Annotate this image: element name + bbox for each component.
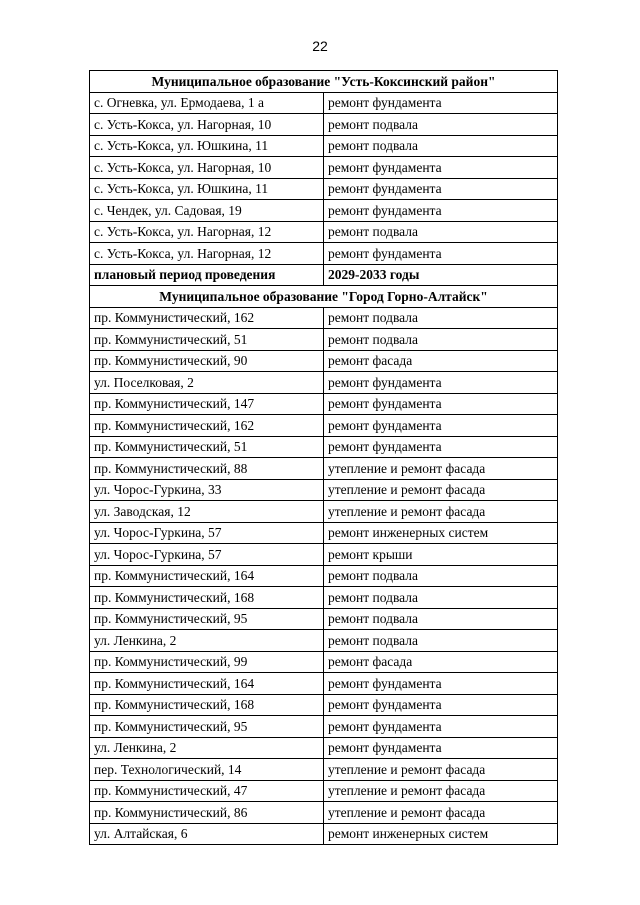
address-cell: пр. Коммунистический, 95 [90,608,324,630]
table-row [90,92,558,114]
table-row [90,415,558,437]
work-type-cell: ремонт фундамента [324,716,558,738]
address-cell: ул. Чорос-Гуркина, 57 [90,522,324,544]
address-cell: пр. Коммунистический, 51 [90,329,324,351]
address-cell: пр. Коммунистический, 164 [90,673,324,695]
table-row [90,221,558,243]
address-cell: пр. Коммунистический, 88 [90,458,324,480]
address-cell: ул. Заводская, 12 [90,501,324,523]
address-cell: ул. Алтайская, 6 [90,823,324,845]
work-type-cell: ремонт фундамента [324,694,558,716]
work-type-cell: утепление и ремонт фасада [324,458,558,480]
address-cell: ул. Чорос-Гуркина, 33 [90,479,324,501]
table-row [90,329,558,351]
table-row [90,135,558,157]
table-row [90,522,558,544]
work-type-cell: ремонт подвала [324,114,558,136]
work-type-cell: ремонт инженерных систем [324,522,558,544]
work-type-cell: ремонт фундамента [324,436,558,458]
work-type-cell: ремонт подвала [324,135,558,157]
repair-works-table-body [90,71,558,845]
table-row [90,608,558,630]
address-cell: с. Огневка, ул. Ермодаева, 1 а [90,92,324,114]
table-row [90,458,558,480]
table-row [90,651,558,673]
address-cell: с. Усть-Кокса, ул. Юшкина, 11 [90,178,324,200]
table-row [90,178,558,200]
work-type-cell: ремонт фасада [324,651,558,673]
address-cell: ул. Поселковая, 2 [90,372,324,394]
work-type-cell: ремонт фундамента [324,737,558,759]
table-row [90,802,558,824]
work-type-cell: ремонт подвала [324,329,558,351]
table-row [90,350,558,372]
planned-period-label: плановый период проведения [90,264,324,286]
work-type-cell: ремонт фундамента [324,243,558,265]
work-type-cell: ремонт подвала [324,221,558,243]
municipality-title: Муниципальное образование "Усть-Коксинский район" [90,71,558,93]
table-row [90,565,558,587]
work-type-cell: ремонт фундамента [324,372,558,394]
address-cell: пр. Коммунистический, 95 [90,716,324,738]
work-type-cell: утепление и ремонт фасада [324,802,558,824]
repair-works-table [89,70,558,845]
table-row [90,630,558,652]
work-type-cell: ремонт фундамента [324,157,558,179]
address-cell: ул. Чорос-Гуркина, 57 [90,544,324,566]
address-cell: с. Усть-Кокса, ул. Нагорная, 10 [90,157,324,179]
page-number: 22 [312,38,328,54]
address-cell: с. Усть-Кокса, ул. Нагорная, 12 [90,221,324,243]
table-row [90,780,558,802]
municipality-header-row [90,71,558,93]
address-cell: с. Чендек, ул. Садовая, 19 [90,200,324,222]
address-cell: пр. Коммунистический, 168 [90,587,324,609]
address-cell: пр. Коммунистический, 164 [90,565,324,587]
work-type-cell: ремонт фундамента [324,178,558,200]
address-cell: пр. Коммунистический, 47 [90,780,324,802]
table-row [90,243,558,265]
work-type-cell: утепление и ремонт фасада [324,501,558,523]
address-cell: пер. Технологический, 14 [90,759,324,781]
table-row [90,307,558,329]
address-cell: с. Усть-Кокса, ул. Нагорная, 10 [90,114,324,136]
table-row [90,393,558,415]
address-cell: пр. Коммунистический, 51 [90,436,324,458]
table-row [90,114,558,136]
work-type-cell: ремонт подвала [324,307,558,329]
work-type-cell: ремонт фундамента [324,200,558,222]
work-type-cell: ремонт подвала [324,587,558,609]
table-row [90,673,558,695]
table-row [90,544,558,566]
address-cell: ул. Ленкина, 2 [90,737,324,759]
work-type-cell: ремонт фундамента [324,393,558,415]
table-row [90,436,558,458]
address-cell: с. Усть-Кокса, ул. Юшкина, 11 [90,135,324,157]
municipality-header-row [90,286,558,308]
work-type-cell: ремонт фундамента [324,673,558,695]
work-type-cell: ремонт фасада [324,350,558,372]
table-row [90,157,558,179]
planned-period-value: 2029-2033 годы [324,264,558,286]
address-cell: с. Усть-Кокса, ул. Нагорная, 12 [90,243,324,265]
work-type-cell: ремонт подвала [324,565,558,587]
work-type-cell: ремонт фундамента [324,92,558,114]
work-type-cell: ремонт фундамента [324,415,558,437]
address-cell: пр. Коммунистический, 90 [90,350,324,372]
work-type-cell: утепление и ремонт фасада [324,780,558,802]
table-row [90,759,558,781]
table-row [90,716,558,738]
address-cell: пр. Коммунистический, 162 [90,307,324,329]
table-row [90,372,558,394]
table-row [90,737,558,759]
table-row [90,587,558,609]
municipality-title: Муниципальное образование "Город Горно-Алтайск" [90,286,558,308]
table-row [90,823,558,845]
planned-period-row [90,264,558,286]
address-cell: пр. Коммунистический, 168 [90,694,324,716]
work-type-cell: ремонт инженерных систем [324,823,558,845]
work-type-cell: ремонт подвала [324,608,558,630]
work-type-cell: ремонт подвала [324,630,558,652]
table-row [90,479,558,501]
work-type-cell: утепление и ремонт фасада [324,759,558,781]
address-cell: пр. Коммунистический, 162 [90,415,324,437]
table-row [90,200,558,222]
work-type-cell: ремонт крыши [324,544,558,566]
address-cell: ул. Ленкина, 2 [90,630,324,652]
address-cell: пр. Коммунистический, 147 [90,393,324,415]
table-row [90,501,558,523]
table-row [90,694,558,716]
work-type-cell: утепление и ремонт фасада [324,479,558,501]
address-cell: пр. Коммунистический, 86 [90,802,324,824]
address-cell: пр. Коммунистический, 99 [90,651,324,673]
